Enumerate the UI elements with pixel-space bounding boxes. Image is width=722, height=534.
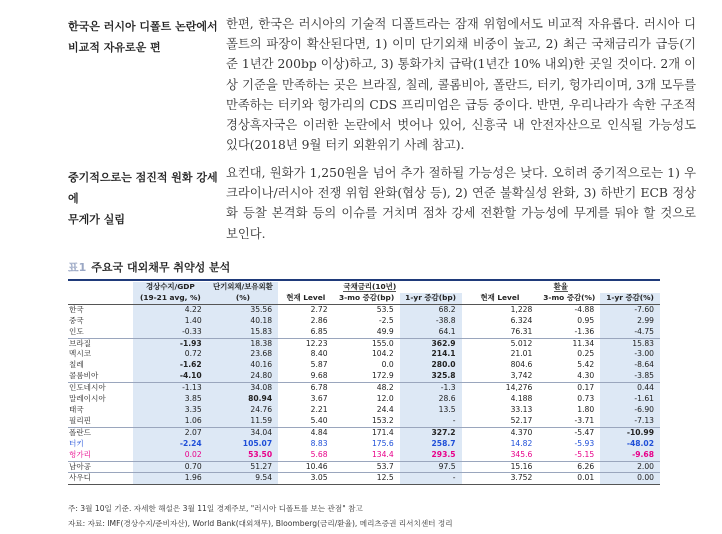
cell-f3: -4.88	[574, 304, 595, 314]
table-row	[68, 304, 660, 315]
cell-b3: 53.7	[334, 461, 400, 473]
cell-fl: 14,276	[462, 383, 539, 394]
col-fx-level-header: 현재 Level	[462, 293, 539, 304]
cell-bl: 5.40	[310, 415, 328, 425]
col-bond-1y-header: 1-yr 증감(bp)	[400, 293, 462, 304]
row-country-name: 브라질	[68, 338, 133, 349]
section-2-heading-line-2: 무게가 실림	[68, 213, 125, 226]
table-number: 표1	[68, 261, 87, 274]
cell-fl: 4.370	[462, 427, 539, 438]
table-title-text: 주요국 대외채무 취약성 분석	[91, 261, 231, 274]
cell-f1: 2.00	[600, 461, 660, 473]
cell-ca: 1.40	[133, 316, 208, 327]
cell-b1: 362.9	[400, 338, 462, 349]
section-2-text: 요컨대, 원화가 1,250원을 넘어 추가 절하될 가능성은 낮다. 오히려 중기적으로는 1) 우크라이나/러시아 전쟁 위험 완화(협상 등), 2) 연준 불확실성 완화, 3) 하반기 ECB 정상화 등찰 본격화 등의 이슈를 거치며 점차 강세 전환할 가능성에 무게를 둬야 할 것으로 보인다.	[226, 166, 696, 241]
cell-f1: 0.44	[600, 383, 660, 394]
cell-b1: 64.1	[400, 327, 462, 338]
cell-ca: 1.96	[133, 473, 208, 485]
cell-ca: -1.93	[133, 338, 208, 349]
table-row	[68, 316, 660, 327]
table-row	[68, 473, 660, 485]
cell-f3: -1.36	[574, 326, 595, 336]
group-fx-header: 환율	[553, 282, 568, 291]
cell-b1: -38.8	[400, 316, 462, 327]
cell-ca: -0.33	[133, 327, 208, 338]
table-row	[68, 360, 660, 371]
cell-b1: -1.3	[400, 383, 462, 394]
cell-ca: 0.70	[133, 461, 208, 473]
cell-ca: 3.85	[133, 394, 208, 405]
cell-fl: 6.324	[510, 315, 533, 325]
cell-fl: 76.31	[510, 326, 533, 336]
cell-debt: 35.56	[208, 304, 278, 315]
cell-b1: 97.5	[400, 461, 462, 473]
cell-f3: 6.26	[538, 461, 600, 473]
section-2-heading	[68, 167, 228, 230]
cell-b1: 327.2	[400, 427, 462, 438]
cell-debt: 24.80	[208, 371, 278, 382]
cell-fl: 4.188	[510, 394, 533, 404]
table-row	[68, 327, 660, 338]
cell-bl: 5.68	[310, 449, 328, 459]
row-country-name: 터키	[69, 438, 84, 448]
table-row	[68, 427, 660, 438]
cell-b1: 68.2	[400, 304, 462, 315]
row-country-name: 중국	[69, 315, 84, 325]
cell-fl: 14.82	[510, 438, 533, 448]
cell-b3: 12.0	[376, 394, 394, 404]
cell-b3: -2.5	[378, 315, 394, 325]
cell-b3: 24.4	[376, 404, 394, 414]
cell-b3: 171.4	[334, 427, 400, 438]
cell-fl: 3,742	[510, 371, 533, 381]
section-1-heading-line-1: 한국은 러시아 디폴트 논란에서	[68, 20, 218, 33]
row-country-name: 인도	[69, 326, 84, 336]
cell-b3: 175.6	[371, 438, 394, 448]
row-country-name: 헝가리	[69, 449, 92, 459]
cell-b1: 258.7	[400, 439, 462, 450]
cell-ca: -2.24	[133, 439, 208, 450]
cell-bl: 2.21	[310, 404, 328, 414]
section-2-heading-line-1: 중기적으로는 점진적 원화 강세에	[68, 171, 218, 205]
cell-fl: 345.6	[510, 449, 533, 459]
cell-bl: 8.83	[310, 438, 328, 448]
table-row	[68, 371, 660, 382]
row-country-name: 남아공	[68, 461, 133, 473]
cell-b1: 214.1	[400, 349, 462, 360]
cell-f3: 5.42	[577, 360, 595, 370]
cell-f3: 0.17	[538, 383, 600, 394]
table-body	[68, 304, 660, 485]
row-country-name: 칠레	[69, 360, 84, 370]
cell-f3: -3.71	[574, 415, 595, 425]
section-1-heading-line-2: 비교적 자유로운 편	[68, 41, 161, 54]
cell-ca: 1.06	[133, 416, 208, 427]
row-country-name: 태국	[69, 404, 84, 414]
cell-ca: 4.22	[133, 304, 208, 315]
table-row	[68, 394, 660, 405]
cell-b1: 13.5	[400, 405, 462, 416]
cell-debt: 40.18	[208, 316, 278, 327]
cell-debt: 34.04	[208, 427, 278, 438]
table-row	[68, 383, 660, 394]
cell-fl: 33.13	[510, 404, 533, 414]
cell-f1: -10.99	[600, 427, 660, 438]
table-row	[68, 405, 660, 416]
cell-b3: 134.4	[371, 449, 394, 459]
col-debt-header-1: 단기외채/보유외환	[208, 282, 278, 293]
cell-ca: 0.02	[133, 450, 208, 461]
cell-ca: -1.13	[133, 383, 208, 394]
cell-ca: 2.07	[133, 427, 208, 438]
group-bond-header: 국채금리(10년)	[343, 282, 397, 291]
cell-debt: 23.68	[208, 349, 278, 360]
cell-b3: 0.0	[381, 360, 394, 370]
cell-bl: 6.78	[278, 383, 333, 394]
cell-debt: 105.07	[208, 439, 278, 450]
cell-fl: 1,228	[510, 304, 533, 314]
cell-f3: 0.25	[577, 349, 595, 359]
col-fx-3m-header: 3-mo 증감(%)	[538, 293, 600, 304]
cell-bl: 9.68	[310, 371, 328, 381]
cell-f1: -1.61	[600, 394, 660, 405]
cell-b1: -	[400, 416, 462, 427]
cell-b3: 48.2	[334, 383, 400, 394]
table-title	[68, 259, 660, 281]
table-note: 주: 3월 10일 기준. 자세한 해설은 3월 11일 경제주보, "러시아 디폴트를 보는 관점" 참고	[68, 504, 363, 513]
table-row	[68, 450, 660, 461]
cell-ca: -4.10	[133, 371, 208, 382]
cell-bl: 3.05	[278, 473, 333, 485]
cell-fl: 21.01	[510, 349, 533, 359]
cell-b1: 28.6	[400, 394, 462, 405]
row-country-name: 필리핀	[69, 415, 92, 425]
cell-b3: 153.2	[371, 415, 394, 425]
cell-f3: 11.34	[538, 338, 600, 349]
cell-b3: 104.2	[371, 349, 394, 359]
cell-f1: -7.13	[600, 416, 660, 427]
cell-f3: -5.93	[574, 438, 595, 448]
col-bond-3m-header: 3-mo 증감(bp)	[334, 293, 400, 304]
cell-f1: -6.90	[600, 405, 660, 416]
section-1-text: 한편, 한국은 러시아의 기술적 디폴트라는 잠재 위험에서도 비교적 자유롭다. 러시아 디폴트의 파장이 확산된다면, 1) 이미 단기외채 비중이 높고, 2) 최근 국채금리가 급등(기준 1년간 200bp 이상)하고, 3) 통화가치 급락(1년간 10% 내외)한 곳일 것이다. 2개 이상 기준을 만족하는 곳은 브라질, 칠레, 콜롬비아, 폴란드, 터키, 헝가리이며, 3개 모두를 만족하는 터키와 헝가리의 CDS 프리미엄은 급등 중이다. 반면, 우리나라가 속한 구조적 경상흑자국은 이러한 논란에서 벗어나 있어, 신흥국 내 안전자산으로 인식될 가능성도 있다(2018년 9월 터키 외환위기 사례 참고).	[226, 17, 696, 153]
cell-bl: 6.85	[310, 326, 328, 336]
cell-b1: 325.8	[400, 371, 462, 382]
cell-f1: -7.60	[600, 304, 660, 315]
cell-fl: 15.16	[462, 461, 539, 473]
cell-b3: 53.5	[376, 304, 394, 314]
cell-f1: -48.02	[600, 439, 660, 450]
row-country-name: 폴란드	[68, 427, 133, 438]
col-fx-1y-header: 1-yr 증감(%)	[600, 293, 660, 304]
cell-f1: -3.85	[600, 371, 660, 382]
row-country-name: 콜롬비아	[69, 371, 99, 381]
cell-f1: 15.83	[600, 338, 660, 349]
cell-b3: 172.9	[371, 371, 394, 381]
cell-debt: 80.94	[208, 394, 278, 405]
cell-f1: 2.99	[600, 316, 660, 327]
cell-b1: 280.0	[400, 360, 462, 371]
cell-ca: 0.72	[133, 349, 208, 360]
row-country-name: 말레이시아	[69, 394, 106, 404]
cell-f1: -9.68	[600, 450, 660, 461]
cell-bl: 5.87	[310, 360, 328, 370]
cell-ca: -1.62	[133, 360, 208, 371]
cell-debt: 40.16	[208, 360, 278, 371]
cell-f3: 4.30	[577, 371, 595, 381]
row-country-name: 인도네시아	[68, 383, 133, 394]
cell-f3: 0.73	[577, 394, 595, 404]
cell-f1: -4.75	[600, 327, 660, 338]
cell-debt: 24.76	[208, 405, 278, 416]
cell-f3: 1.80	[577, 404, 595, 414]
cell-ca: 3.35	[133, 405, 208, 416]
table-source: 자료: 자료: IMF(경상수지/준비자산), World Bank(대외채무), Bloomberg(금리/환율), 메리츠증권 리서치센터 정리	[68, 519, 453, 528]
row-country-name: 한국	[69, 304, 84, 314]
cell-b3: 155.0	[334, 338, 400, 349]
cell-bl: 2.86	[310, 315, 328, 325]
cell-fl: 3.752	[462, 473, 539, 485]
table-row	[68, 338, 660, 349]
table-row	[68, 349, 660, 360]
cell-f1: 0.00	[600, 473, 660, 485]
cell-debt: 18.38	[208, 338, 278, 349]
cell-f3: 0.95	[577, 315, 595, 325]
cell-bl: 10.46	[278, 461, 333, 473]
cell-fl: 804.6	[510, 360, 533, 370]
cell-bl: 8.40	[310, 349, 328, 359]
table-header-row-1	[68, 282, 660, 293]
table-row	[68, 461, 660, 473]
row-country-name: 사우디	[68, 473, 133, 485]
cell-bl: 3.67	[310, 394, 328, 404]
cell-debt: 53.50	[208, 450, 278, 461]
row-country-name: 멕시코	[69, 349, 92, 359]
cell-fl: 52.17	[510, 415, 533, 425]
cell-debt: 15.83	[208, 327, 278, 338]
cell-debt: 9.54	[208, 473, 278, 485]
col-ca-header-2: (19-21 avg, %)	[133, 293, 208, 304]
cell-f3: -5.15	[574, 449, 595, 459]
table-row	[68, 416, 660, 427]
cell-b1: -	[400, 473, 462, 485]
cell-f3: 0.01	[538, 473, 600, 485]
col-ca-header-1: 경상수지/GDP	[133, 282, 208, 293]
cell-debt: 11.59	[208, 416, 278, 427]
vulnerability-table	[68, 282, 660, 485]
col-bond-level-header: 현재 Level	[278, 293, 333, 304]
cell-b3: 49.9	[376, 326, 394, 336]
table-row	[68, 439, 660, 450]
cell-f1: -3.00	[600, 349, 660, 360]
cell-f1: -8.64	[600, 360, 660, 371]
cell-debt: 51.27	[208, 461, 278, 473]
col-debt-header-2: (%)	[208, 293, 278, 304]
cell-fl: 5.012	[462, 338, 539, 349]
cell-bl: 12.23	[278, 338, 333, 349]
cell-b3: 12.5	[334, 473, 400, 485]
table-header-row-2	[68, 293, 660, 304]
cell-bl: 4.84	[278, 427, 333, 438]
cell-f3: -5.47	[538, 427, 600, 438]
cell-b1: 293.5	[400, 450, 462, 461]
cell-bl: 2.72	[310, 304, 328, 314]
section-1-heading	[68, 16, 228, 58]
cell-debt: 34.08	[208, 383, 278, 394]
